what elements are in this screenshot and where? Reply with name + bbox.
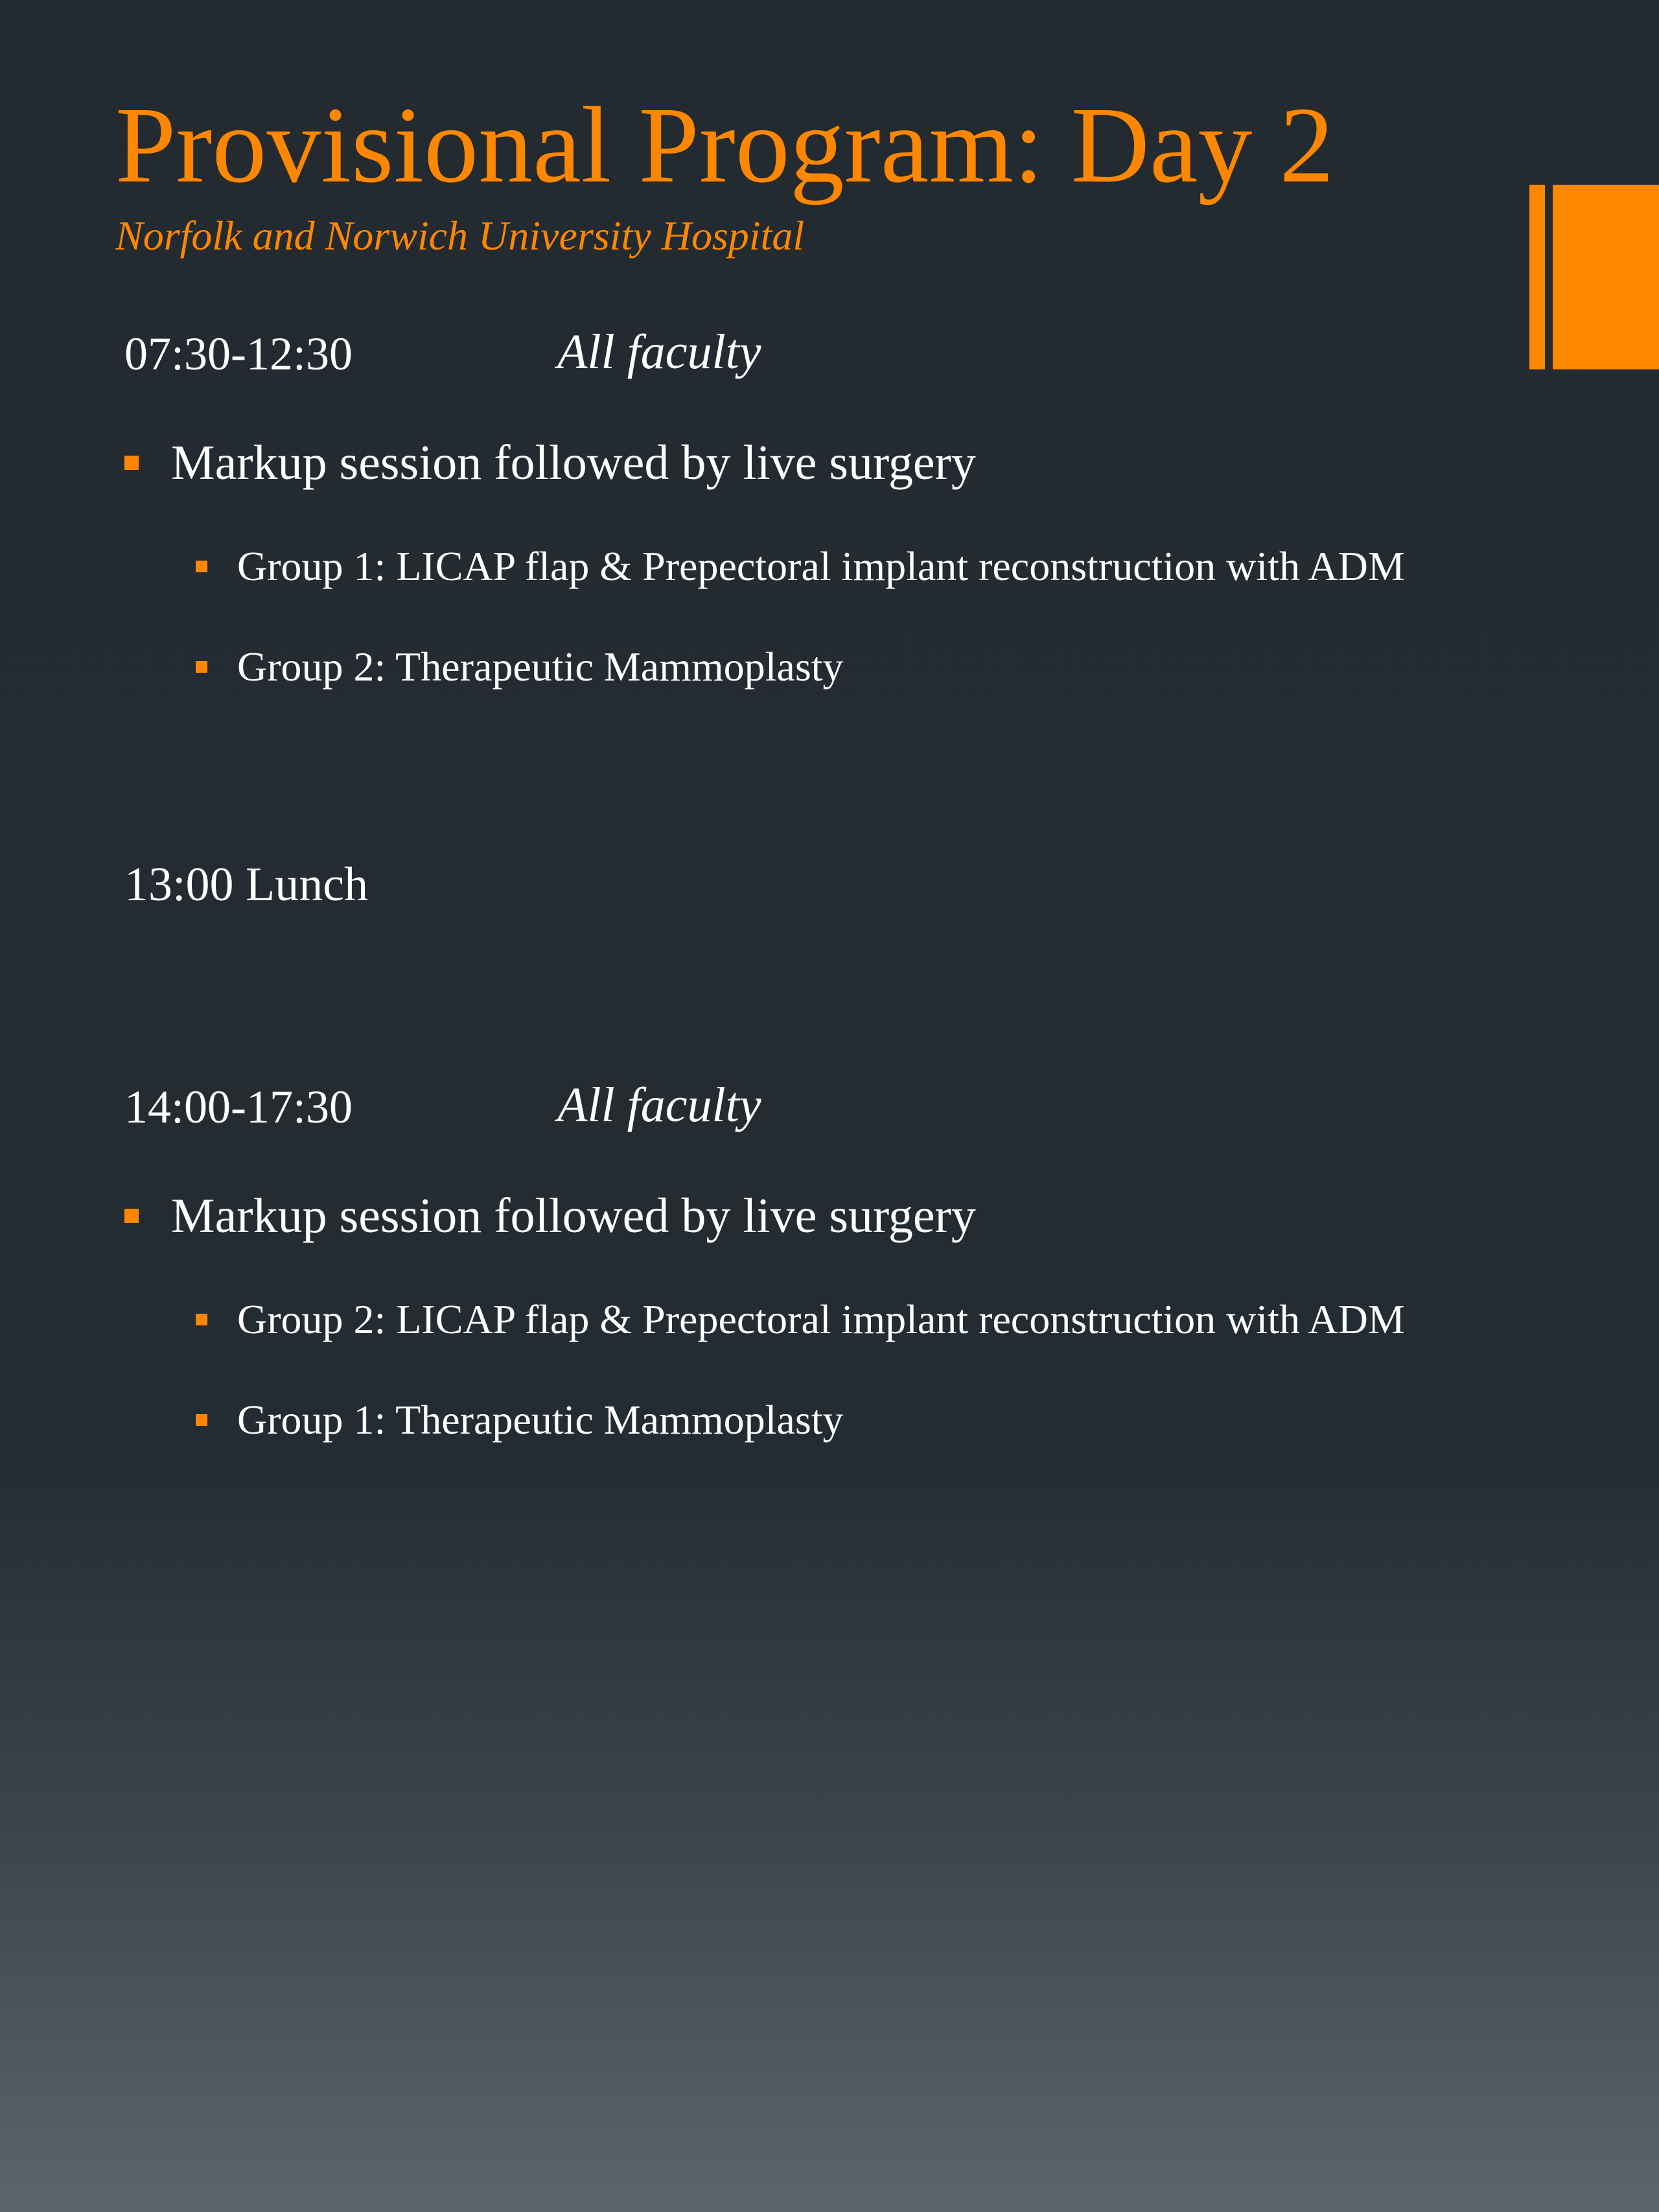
- bullet-square-icon: [196, 1314, 207, 1325]
- afternoon-item: [124, 1189, 976, 1243]
- morning-item-text: Markup session followed by live surgery: [171, 436, 976, 490]
- accent-bar-wide: [1553, 185, 1659, 369]
- bullet-square-icon: [196, 1414, 207, 1426]
- morning-group-1: [196, 543, 1405, 589]
- slide-subtitle: Norfolk and Norwich University Hospital: [115, 213, 805, 259]
- afternoon-faculty: All faculty: [557, 1078, 761, 1132]
- afternoon-group-1-text: Group 2: LICAP flap & Prepectoral implant reconstruction with ADM: [237, 1296, 1405, 1342]
- bullet-square-icon: [124, 456, 139, 470]
- morning-time: 07:30-12:30: [124, 328, 353, 380]
- afternoon-group-2-text: Group 1: Therapeutic Mammoplasty: [237, 1397, 844, 1443]
- morning-group-2: [196, 646, 844, 688]
- morning-item: [124, 436, 976, 490]
- morning-group-1-text: Group 1: LICAP flap & Prepectoral implant reconstruction with ADM: [237, 543, 1405, 589]
- morning-faculty: All faculty: [557, 325, 761, 379]
- bullet-square-icon: [196, 661, 207, 673]
- bullet-square-icon: [124, 1209, 139, 1223]
- lunch-entry: 13:00 Lunch: [124, 858, 369, 911]
- afternoon-time: 14:00-17:30: [124, 1081, 353, 1133]
- bullet-square-icon: [196, 561, 207, 572]
- afternoon-group-1: [196, 1296, 1405, 1342]
- afternoon-group-2: [196, 1399, 844, 1441]
- accent-bar-thin: [1529, 185, 1545, 369]
- afternoon-item-text: Markup session followed by live surgery: [171, 1189, 976, 1243]
- slide-title: Provisional Program: Day 2: [115, 85, 1334, 205]
- morning-group-2-text: Group 2: Therapeutic Mammoplasty: [237, 644, 844, 690]
